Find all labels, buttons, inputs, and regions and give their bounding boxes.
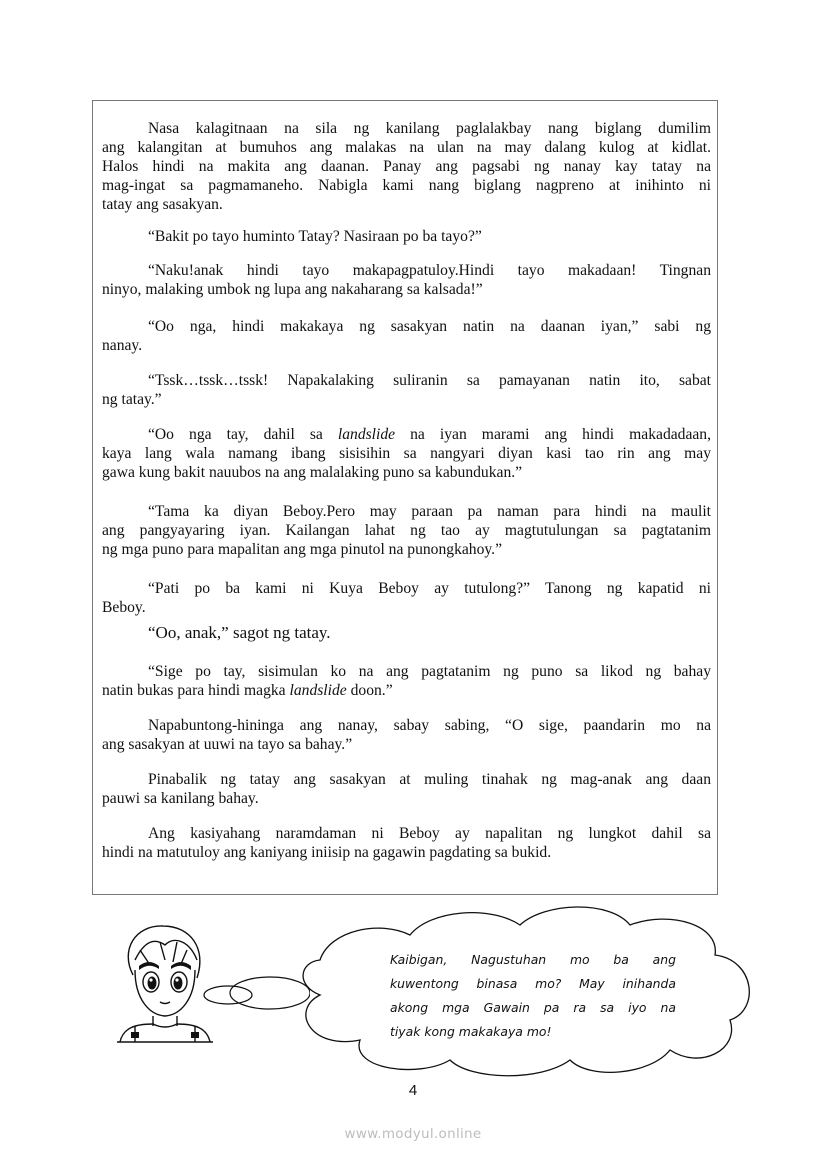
story-line: “Bakit po tayo huminto Tatay? Nasiraan po ba tayo?” xyxy=(148,228,482,245)
story-line: Pinabalik ng tatay ang sasakyan at muling tinahak ng mag-anak ang daan xyxy=(148,771,711,788)
bubble-line: Kaibigan, Nagustuhan mo ba ang xyxy=(390,952,676,967)
story-paragraph xyxy=(102,662,711,700)
story-line: “Tssk…tssk…tssk! Napakalaking suliranin sa pamayanan natin ito, sabat xyxy=(148,372,711,389)
story-paragraph xyxy=(102,119,711,214)
story-line: “Pati po ba kami ni Kuya Beboy ay tutulong?” Tanong ng kapatid ni xyxy=(148,580,711,597)
bubble-line: akong mga Gawain pa ra sa iyo na xyxy=(390,1000,676,1015)
story-line: nanay. xyxy=(102,337,143,354)
story-line: kaya lang wala namang ibang sisisihin sa nangyari diyan kasi tao rin ang may xyxy=(102,445,711,462)
thought-bubble-text xyxy=(390,948,676,1044)
story-line: tatay ang sasakyan. xyxy=(102,196,223,213)
story-line: Halos hindi na makita ang daanan. Panay ang pagsabi ng nanay kay tatay na xyxy=(102,158,711,175)
story-paragraph xyxy=(102,579,711,617)
story-line: “Oo nga tay, dahil sa landslide na iyan marami ang hindi makadadaan, xyxy=(148,426,711,443)
story-paragraph xyxy=(102,623,711,642)
story-line: ang kalangitan at bumuhos ang malakas na ulan na may dalang kulog at kidlat. xyxy=(102,139,711,156)
story-paragraph xyxy=(102,261,711,299)
story-paragraph xyxy=(102,824,711,862)
story-line: ng tatay.” xyxy=(102,391,162,408)
story-paragraph xyxy=(102,770,711,808)
story-line: “Tama ka diyan Beboy.Pero may paraan pa naman para hindi na maulit xyxy=(148,503,711,520)
story-line: natin bukas para hindi magka landslide doon.” xyxy=(102,682,393,699)
story-paragraph xyxy=(102,425,711,482)
page-number: 4 xyxy=(408,1082,418,1099)
story-line: “Naku!anak hindi tayo makapagpatuloy.Hindi tayo makadaan! Tingnan xyxy=(148,262,711,279)
story-line: “Sige po tay, sisimulan ko na ang pagtatanim ng puno sa likod ng bahay xyxy=(148,663,711,680)
story-paragraph xyxy=(102,502,711,559)
story-paragraph xyxy=(102,716,711,754)
story-line: “Oo nga, hindi makakaya ng sasakyan natin na daanan iyan,” sabi ng xyxy=(148,318,711,335)
story-line: “Oo, anak,” sagot ng tatay. xyxy=(148,623,331,642)
story-line: Beboy. xyxy=(102,599,146,616)
story-line: gawa kung bakit nauubos na ang malalaking puno sa kabundukan.” xyxy=(102,464,523,481)
story-paragraph xyxy=(102,317,711,355)
story-line: Napabuntong-hininga ang nanay, sabay sabing, “O sige, paandarin mo na xyxy=(148,717,711,734)
story-line: mag-ingat sa pagmamaneho. Nabigla kami nang biglang nagpreno at inihinto ni xyxy=(102,177,711,194)
story-paragraph xyxy=(102,371,711,409)
story-line: ang pangyayaring iyan. Kailangan lahat ng tao ay magtutulungan sa pagtatanim xyxy=(102,522,711,539)
story-line: ninyo, malaking umbok ng lupa ang nakaharang sa kalsada!” xyxy=(102,281,483,298)
story-line: hindi na matutuloy ang kaniyang iniisip na gagawin pagdating sa bukid. xyxy=(102,844,552,861)
story-line: ng mga puno para mapalitan ang mga pinutol na punongkahoy.” xyxy=(102,541,502,558)
story-line: pauwi sa kanilang bahay. xyxy=(102,790,259,807)
story-line: Ang kasiyahang naramdaman ni Beboy ay napalitan ng lungkot dahil sa xyxy=(148,825,711,842)
bubble-line: tiyak kong makakaya mo! xyxy=(390,1024,552,1039)
bubble-line: kuwentong binasa mo? May inihanda xyxy=(390,976,676,991)
story-line: ang sasakyan at uuwi na tayo sa bahay.” xyxy=(102,736,353,753)
story-paragraph xyxy=(102,227,711,246)
story-line: Nasa kalagitnaan na sila ng kanilang paglalakbay nang biglang dumilim xyxy=(148,120,711,137)
watermark: www.modyul.online xyxy=(344,1126,482,1142)
